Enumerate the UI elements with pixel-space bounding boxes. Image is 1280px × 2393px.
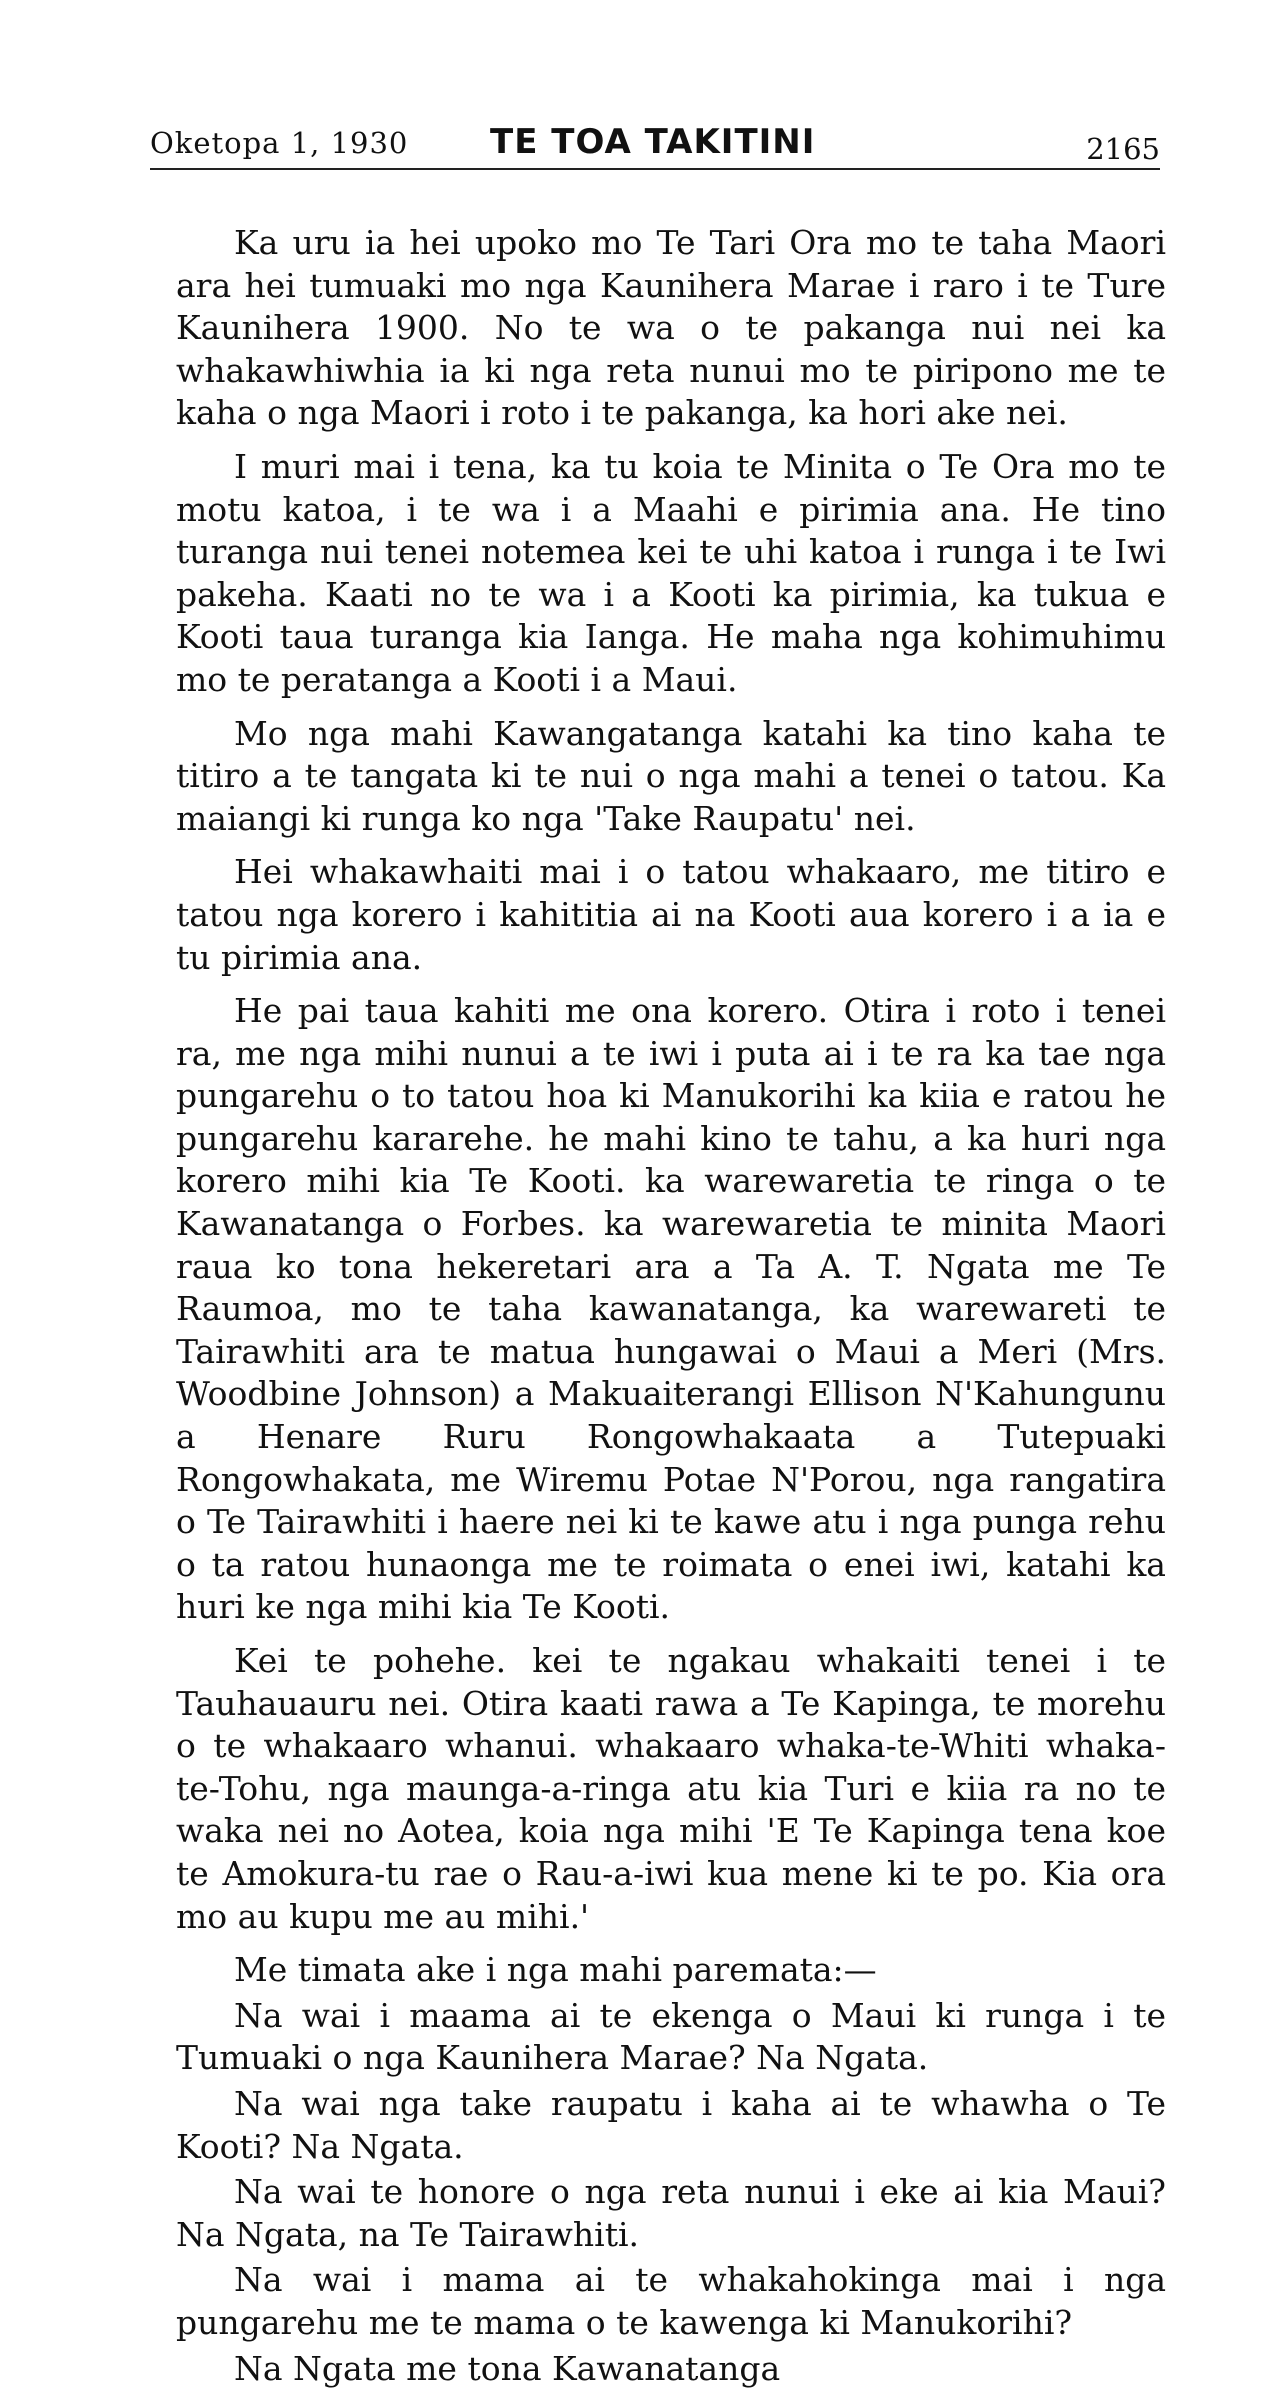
question-paragraph: Na wai nga take raupatu i kaha ai te whawha o Te Kooti? Na Ngata. [176, 2083, 1166, 2166]
paragraph: Me timata ake i nga mahi paremata:— [234, 1950, 877, 1990]
paragraph: Kei te pohehe. kei te ngakau whakaiti tenei i te Tauhauauru nei. Otira kaati rawa a Te Kapinga, te morehu o te whakaaro whanui. whakaaro whaka-te-Whiti whaka-te-Tohu, nga maunga-a-ringa atu kia Turi e kiia ra no te waka nei no Aotea, koia nga mihi 'E Te Kapinga tena koe te Amokura-tu rae o Rau-a-iwi kua mene ki te po. Kia ora mo au kupu me au mihi.' [176, 1641, 1166, 1936]
question-paragraph: Na wai i maama ai te ekenga o Maui ki runga i te Tumuaki o nga Kaunihera Marae? Na Ngata. [176, 1995, 1166, 2078]
paragraph: I muri mai i tena, ka tu koia te Minita o Te Ora mo te motu katoa, i te wa i a Maahi e pirimia ana. He tino turanga nui tenei notemea kei te uhi katoa i runga i te Iwi pakeha. Kaati no te wa i a Kooti ka pirimia, ka tukua e Kooti taua turanga kia Ianga. He maha nga kohimuhimu mo te peratanga a Kooti i a Maui. [176, 446, 1166, 699]
paragraph: Hei whakawhaiti mai i o tatou whakaaro, me titiro e tatou nga korero i kahititia ai na Kooti aua korero i a ia e tu pirimia ana. [176, 852, 1166, 977]
answer-paragraph: Na Ngata me tona Kawanatanga [234, 2348, 781, 2388]
paragraph: Mo nga mahi Kawangatanga katahi ka tino kaha te titiro a te tangata ki te nui o nga mahi a tenei o tatou. Ka maiangi ki runga ko nga 'Take Raupatu' nei. [176, 713, 1166, 838]
article-body [176, 222, 1166, 2393]
publication-title: TE TOA TAKITINI [490, 122, 816, 162]
question-paragraph: Na wai i mama ai te whakahokinga mai i nga pungarehu me te mama o te kawenga ki Manukorihi? [176, 2260, 1166, 2342]
paragraph: He pai taua kahiti me ona korero. Otira i roto i tenei ra, me nga mihi nunui a te iwi i puta ai i te ra ka tae nga pungarehu o to tatou hoa ki Manukorihi ka kiia e ratou he pungarehu kararehe. he mahi kino te tahu, a ka huri nga korero mihi kia Te Kooti. ka warewaretia te ringa o te Kawanatanga o Forbes. ka warewaretia te minita Maori raua ko tona hekeretari ara a Ta A. T. Ngata me Te Raumoa, mo te taha kawanatanga, ka warewareti te Tairawhiti ara te matua hungawai o Maui a Meri (Mrs. Woodbine Johnson) a Makuaiterangi Ellison N'Kahungunu a Henare Ruru Rongowhakaata a Tutepuaki Rongowhakata, me Wiremu Potae N'Porou, nga rangatira o Te Tairawhiti i haere nei ki te kawe atu i nga punga rehu o ta ratou hunaonga me te roimata o enei iwi, katahi ka huri ke nga mihi kia Te Kooti. [176, 991, 1166, 1627]
paragraph: Ka uru ia hei upoko mo Te Tari Ora mo te taha Maori ara hei tumuaki mo nga Kaunihera Marae i raro i te Ture Kaunihera 1900. No te wa o te pakanga nui nei ka whakawhiwhia ia ki nga reta nunui mo te piripono me te kaha o nga Maori i roto i te pakanga, ka hori ake nei. [176, 223, 1166, 433]
page-number: 2165 [1086, 132, 1160, 166]
question-paragraph: Na wai te honore o nga reta nunui i eke ai kia Maui? Na Ngata, na Te Tairawhiti. [176, 2172, 1166, 2254]
page-header [150, 122, 1160, 170]
header-date: Oketopa 1, 1930 [150, 126, 409, 160]
